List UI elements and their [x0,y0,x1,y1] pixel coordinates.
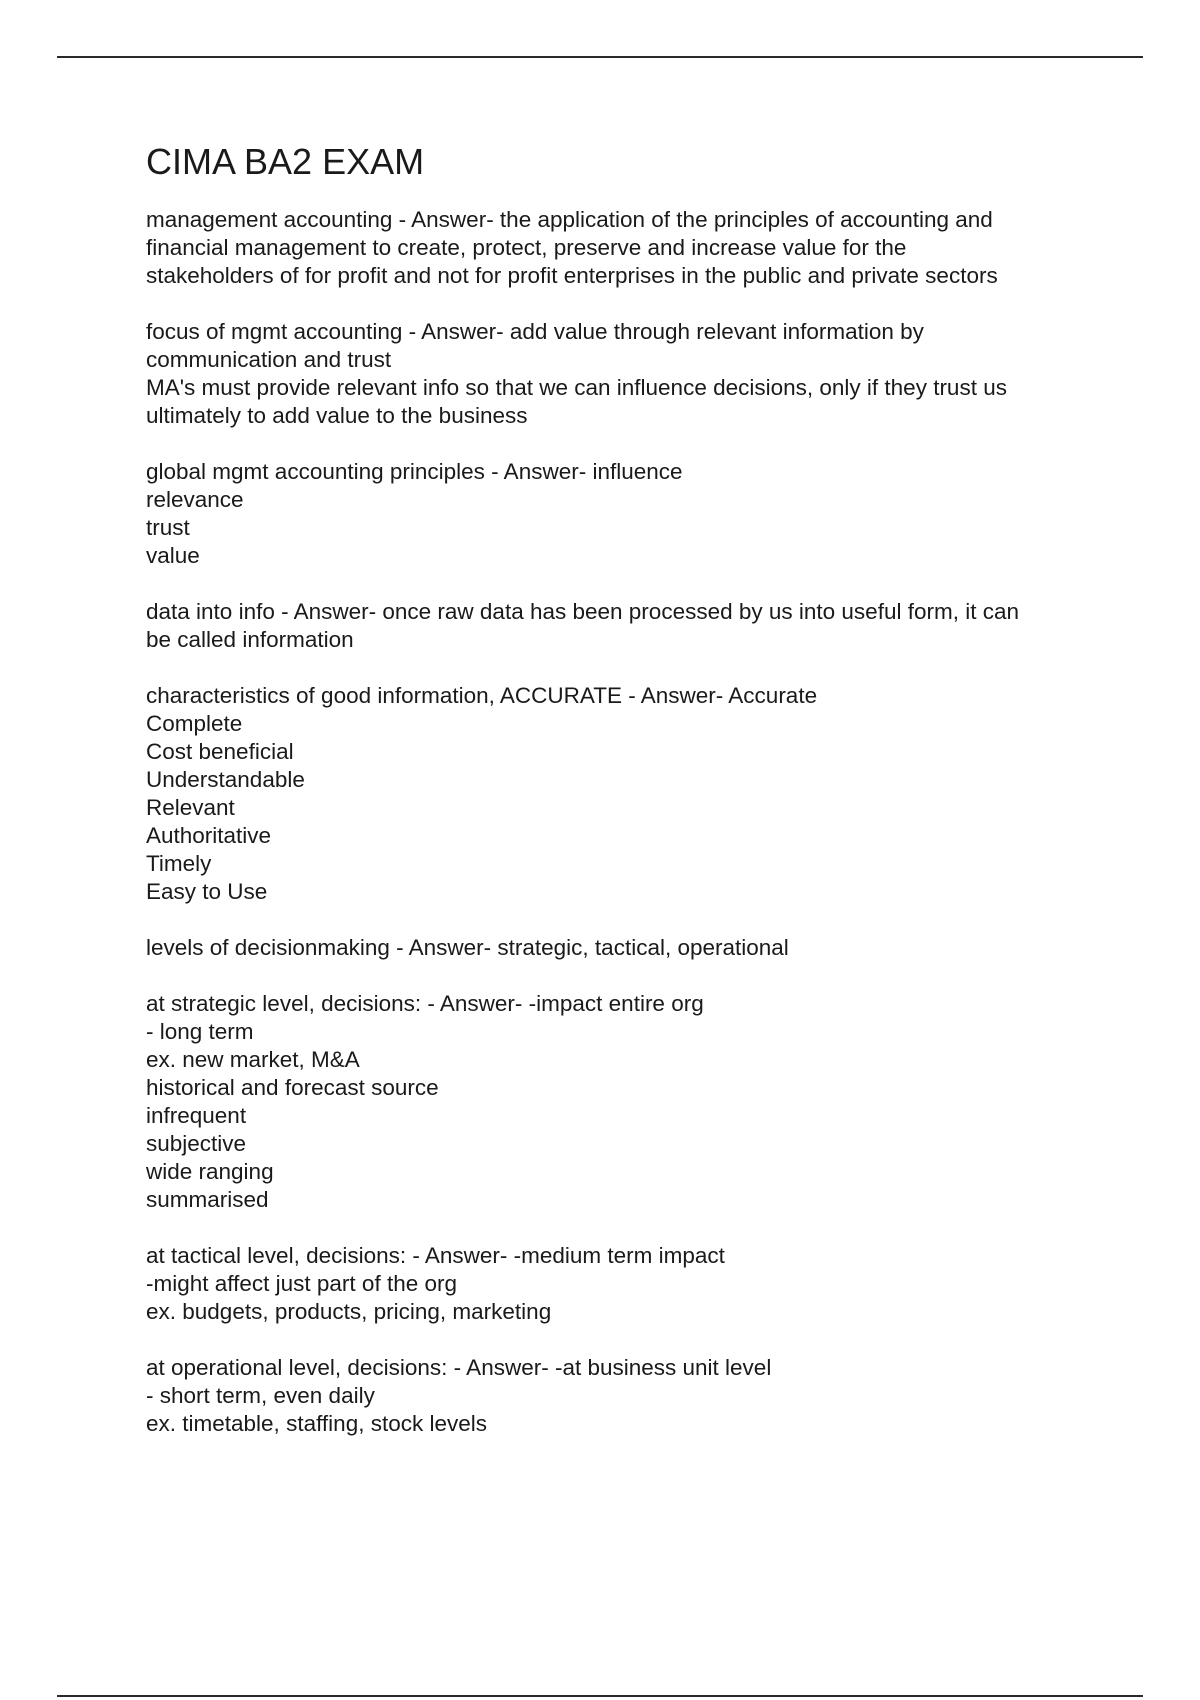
qa-entry [146,598,1106,654]
entry-line: - short term, even daily [146,1383,375,1408]
entry-line: focus of mgmt accounting - Answer- add value through relevant information by [146,319,924,344]
qa-entry [146,206,1106,290]
entry-line: at tactical level, decisions: - Answer- -medium term impact [146,1243,725,1268]
entry-line: Relevant [146,795,235,820]
qa-entry [146,990,1106,1214]
entry-line: management accounting - Answer- the application of the principles of accounting and [146,207,993,232]
entry-line: Complete [146,711,243,736]
entry-line: - long term [146,1019,254,1044]
entry-line: -might affect just part of the org [146,1271,457,1296]
entry-line: ex. timetable, staffing, stock levels [146,1411,487,1436]
entry-line: historical and forecast source [146,1075,439,1100]
entry-line: MA's must provide relevant info so that we can influence decisions, only if they trust us [146,375,1007,400]
qa-entry [146,1354,1106,1438]
entry-line: stakeholders of for profit and not for profit enterprises in the public and private sectors [146,263,998,288]
entry-line: ex. budgets, products, pricing, marketing [146,1299,552,1324]
entry-line: data into info - Answer- once raw data has been processed by us into useful form, it can [146,599,1019,624]
document-page [146,140,1106,1466]
entry-line: ultimately to add value to the business [146,403,528,428]
top-rule [57,56,1143,58]
entry-line: Easy to Use [146,879,268,904]
qa-entry [146,458,1106,570]
qa-entry [146,1242,1106,1326]
entry-line: levels of decisionmaking - Answer- strategic, tactical, operational [146,935,789,960]
entry-line: value [146,543,200,568]
page-title: CIMA BA2 EXAM [146,141,425,182]
entry-line: subjective [146,1131,247,1156]
entry-line: at strategic level, decisions: - Answer- -impact entire org [146,991,704,1016]
entry-line: relevance [146,487,244,512]
entry-line: summarised [146,1187,269,1212]
entry-line: characteristics of good information, ACCURATE - Answer- Accurate [146,683,818,708]
entry-line: infrequent [146,1103,247,1128]
entry-line: Cost beneficial [146,739,294,764]
bottom-rule [57,1695,1143,1697]
entry-line: Understandable [146,767,305,792]
entry-line: ex. new market, M&A [146,1047,360,1072]
entry-line: financial management to create, protect, preserve and increase value for the [146,235,907,260]
qa-entry [146,318,1106,430]
entry-line: global mgmt accounting principles - Answer- influence [146,459,683,484]
entry-line: at operational level, decisions: - Answer- -at business unit level [146,1355,772,1380]
entry-line: trust [146,515,190,540]
qa-entry [146,934,1106,962]
entry-line: Authoritative [146,823,272,848]
entry-line: wide ranging [146,1159,274,1184]
entry-line: be called information [146,627,354,652]
entry-line: Timely [146,851,212,876]
qa-entry [146,682,1106,906]
entry-line: communication and trust [146,347,392,372]
